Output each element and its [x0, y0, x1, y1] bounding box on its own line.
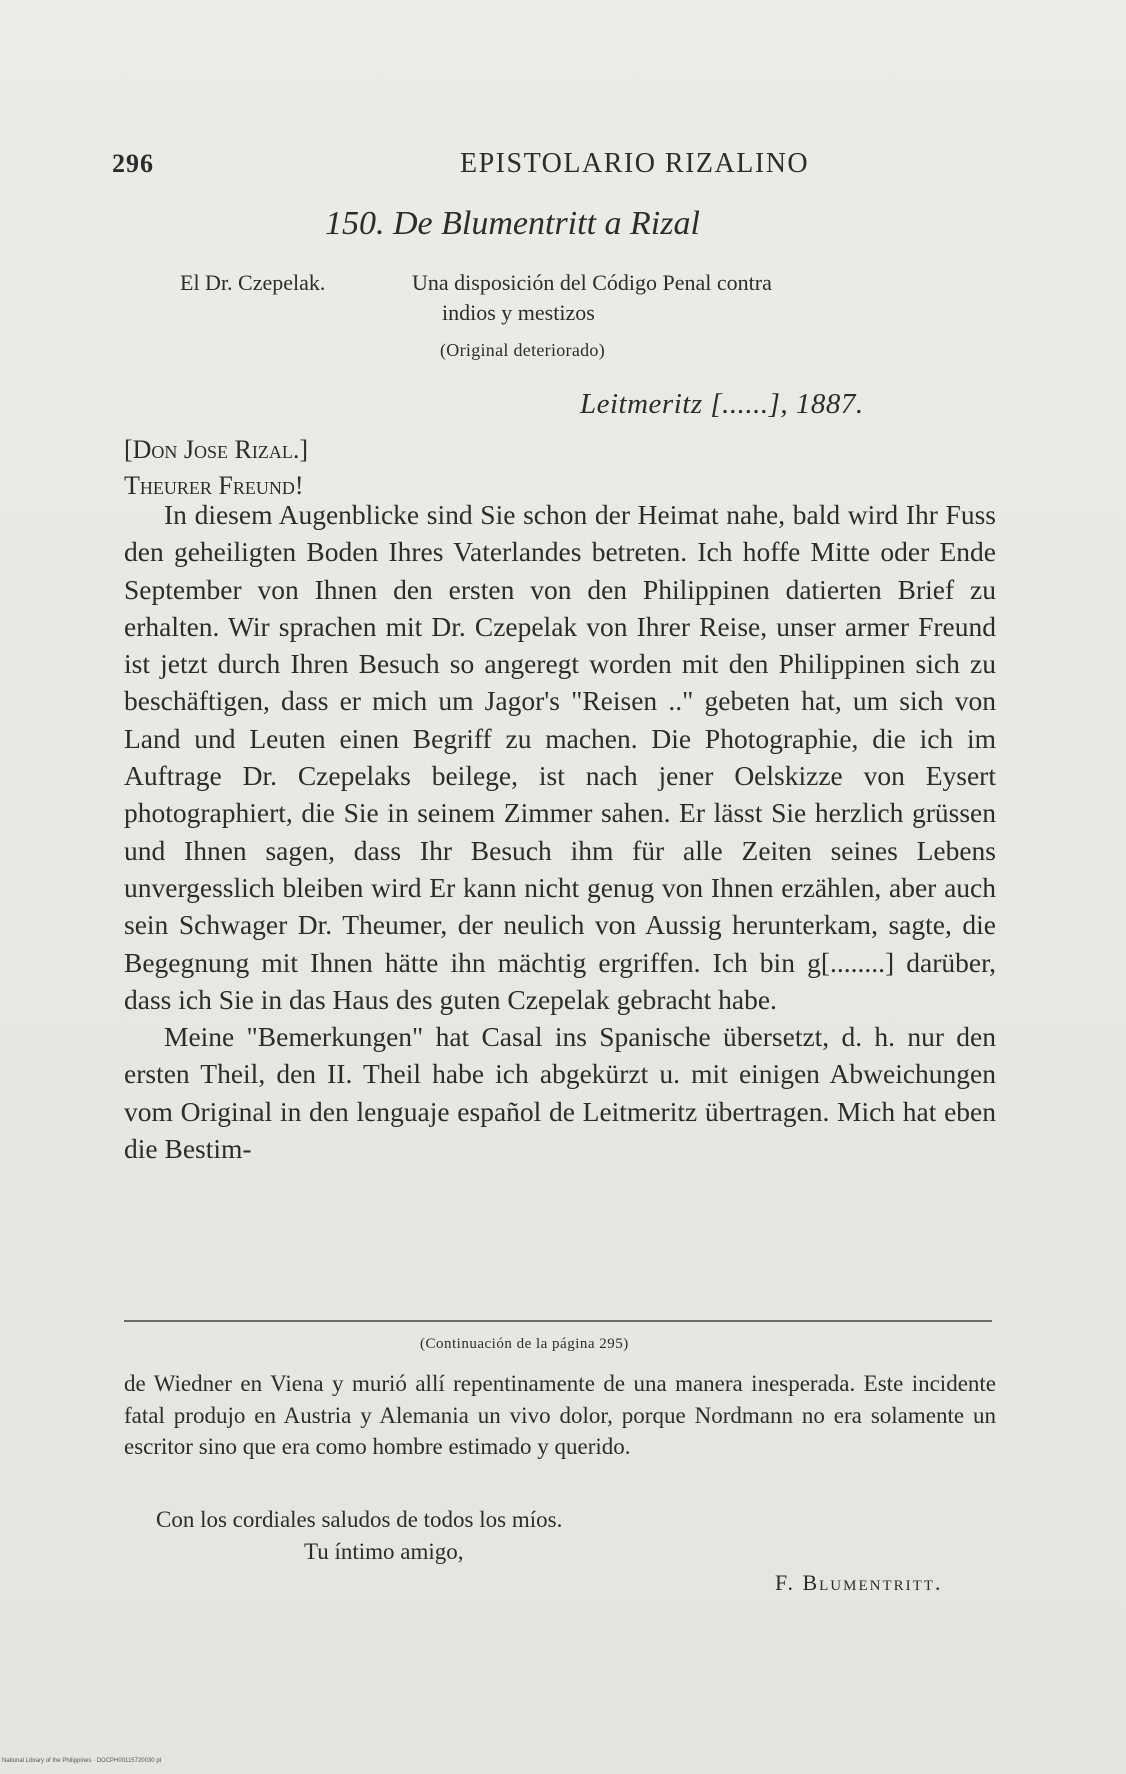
dateline: Leitmeritz [......], 1887.: [580, 388, 864, 420]
summary-lead: El Dr. Czepelak.: [180, 270, 326, 295]
greeting: Theurer Freund!: [124, 471, 304, 500]
closing-friend: Tu íntimo amigo,: [304, 1539, 464, 1564]
running-title: EPISTOLARIO RIZALINO: [460, 148, 810, 179]
footnote-text: de Wiedner en Viena y murió allí repentinamente de una manera inesperada. Este incidente fatal produjo en Austria y Alemania un vivo dolor, porque Nordmann no era solamente un escritor sino que era como hombre estimado y querido.: [124, 1371, 996, 1459]
paragraph-2: Meine "Bemerkungen" hat Casal ins Spanische übersetzt, d. h. nur den ersten Theil, den II. Theil habe ich abgekürzt u. mit einigen Abweichungen vom Original in den lenguaje español de Leitmeritz übertragen. Mich hat eben die Bestim-: [124, 1021, 996, 1165]
original-note: (Original deteriorado): [440, 340, 606, 360]
salutation: [124, 432, 308, 504]
letter-summary: [180, 268, 940, 328]
page-number: 296: [112, 149, 154, 178]
closing: [156, 1504, 562, 1568]
paragraph-1: In diesem Augenblicke sind Sie schon der Heimat nahe, bald wird Ihr Fuss den geheiligten Boden Ihres Vaterlandes betreten. Ich hoffe Mitte oder Ende September von Ihnen den ersten von den Philippinen datierten Brief zu erhalten. Wir sprachen mit Dr. Czepelak von Ihrer Reise, unser armer Freund ist jetzt durch Ihren Besuch so angeregt worden mit den Philippinen sich zu beschäftigen, dass er mich um Jagor's "Reisen .." gebeten hat, um sich von Land und Leuten einen Begriff zu machen. Die Photographie, die ich im Auftrage Dr. Czepelaks beilege, ist nach jener Oelskizze von Eysert photographiert, die Sie in seinem Zimmer sahen. Er lässt Sie herzlich grüssen und Ihnen sagen, dass Ihr Besuch ihm für alle Zeiten seines Lebens unvergesslich bleiben wird Er kann nicht genug von Ihnen erzählen, aber auch sein Schwager Dr. Theumer, der neulich von Aussig herunterkam, sagte, die Begegnung mit Ihnen hätte ihn mächtig ergriffen. Ich bin g[........] darüber, dass ich Sie in das Haus des guten Czepelak gebracht habe.: [124, 499, 996, 1015]
addressee: [Don Jose Rizal.]: [124, 435, 309, 464]
summary-text: [412, 268, 932, 328]
signature: F. Blumentritt.: [775, 1570, 943, 1595]
closing-greeting: Con los cordiales saludos de todos los míos.: [156, 1507, 563, 1532]
summary-line-1: Una disposición del Código Penal contra: [412, 270, 772, 295]
letter-body: [124, 496, 996, 1167]
continuation-label: (Continuación de la página 295): [420, 1336, 629, 1352]
library-credit: National Library of the Philippines · DOCPH00115720030 pt: [2, 1758, 162, 1764]
summary-line-2: indios y mestizos: [442, 300, 595, 325]
letter-title: 150. De Blumentritt a Rizal: [325, 205, 700, 242]
page-header: [112, 148, 982, 180]
footnote-divider: [124, 1320, 992, 1322]
